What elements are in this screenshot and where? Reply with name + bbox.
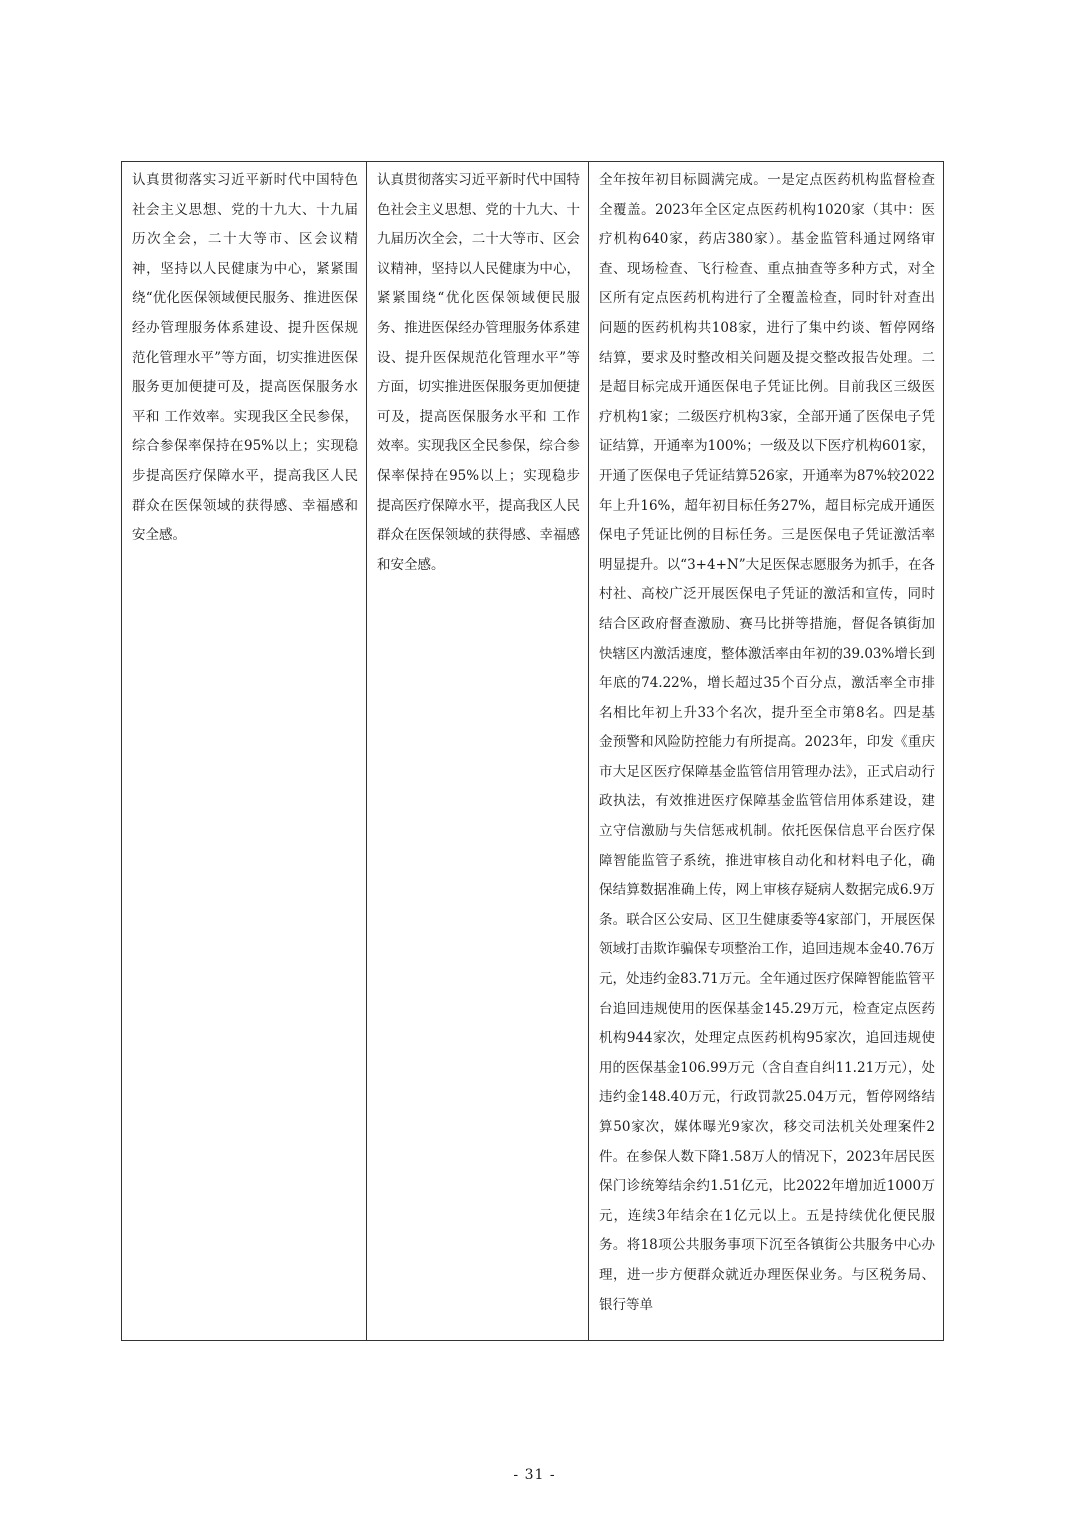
table-cell-completion: 全年按年初目标圆满完成。一是定点医药机构监督检查全覆盖。2023年全区定点医药机构1020家（其中：医疗机构640家，药店380家）。基金监管科通过网络审查、现场检查、飞行检查、重点抽查等多种方式，对全区所有定点医药机构进行了全覆盖检查，同时针对查出问题的医药机构共108家，进行了集中约谈、暂停网络结算，要求及时整改相关问题及提交整改报告处理。二是超目标完成开通医保电子凭证比例。目前我区三级医疗机构1家；二级医疗机构3家，全部开通了医保电子凭证结算，开通率为100%；一级及以下医疗机构601家，开通了医保电子凭证结算526家，开通率为87%较2022年上升16%，超年初目标任务27%，超目标完成开通医保电子凭证比例的目标任务。三是医保电子凭证激活率明显提升。以“3+4+N”大足医保志愿服务为抓手，在各村社、高校广泛开展医保电子凭证的激活和宣传，同时结合区政府督查激励、赛马比拼等措施，督促各镇街加快辖区内激活速度，整体激活率由年初的39.03%增长到年底的74.22%，增长超过35个百分点，激活率全市排名相比年初上升33个名次，提升至全市第8名。四是基金预警和风险防控能力有所提高。2023年，印发《重庆市大足区医疗保障基金监管信用管理办法》，正式启动行政执法，有效推进医疗保障基金监管信用体系建设，建立守信激励与失信惩戒机制。依托医保信息平台医疗保障智能监管子系统，推进审核自动化和材料电子化，确保结算数据准确上传，网上审核存疑病人数据完成6.9万条。联合区公安局、区卫生健康委等4家部门，开展医保领域打击欺诈骗保专项整治工作，追回违规本金40.76万元，处违约金83.71万元。全年通过医疗保障智能监管平台追回违规使用的医保基金145.29万元，检查定点医药机构944家次，处理定点医药机构95家次，追回违规使用的医保基金106.99万元（含自查自纠11.21万元），处违约金148.40万元，行政罚款25.04万元，暂停网络结算50家次，媒体曝光9家次，移交司法机关处理案件2件。在参保人数下降1.58万人的情况下，2023年居民医保门诊统筹结余约1.51亿元，比2022年增加近1000万元，连续3年结余在1亿元以上。五是持续优化便民服务。将18项公共服务事项下沉至各镇街公共服务中心办理，进一步方便群众就近办理医保业务。与区税务局、银行等单 [589,162,944,1341]
table-cell-goal: 认真贯彻落实习近平新时代中国特色社会主义思想、党的十九大、十九届历次全会，二十大等市、区会议精神，坚持以人民健康为中心，紧紧围绕“优化医保领域便民服务、推进医保经办管理服务体系建设、提升医保规范化管理水平”等方面，切实推进医保服务更加便捷可及，提高医保服务水平和 工作效率。实现我区全民参保，综合参保率保持在95%以上；实现稳步提高医疗保障水平，提高我区人民群众在医保领域的获得感、幸福感和安全感。 [122,162,367,1341]
content-table [121,161,944,1341]
table-row [122,162,944,1341]
page-number: - 31 - [513,1467,556,1483]
table-cell-target: 认真贯彻落实习近平新时代中国特色社会主义思想、党的十九大、十九届历次全会，二十大等市、区会议精神，坚持以人民健康为中心，紧紧围绕“优化医保领域便民服务、推进医保经办管理服务体系建设、提升医保规范化管理水平”等方面，切实推进医保服务更加便捷可及，提高医保服务水平和 工作效率。实现我区全民参保，综合参保率保持在95%以上；实现稳步提高医疗保障水平，提高我区人民群众在医保领域的获得感、幸福感和安全感。 [367,162,589,1341]
